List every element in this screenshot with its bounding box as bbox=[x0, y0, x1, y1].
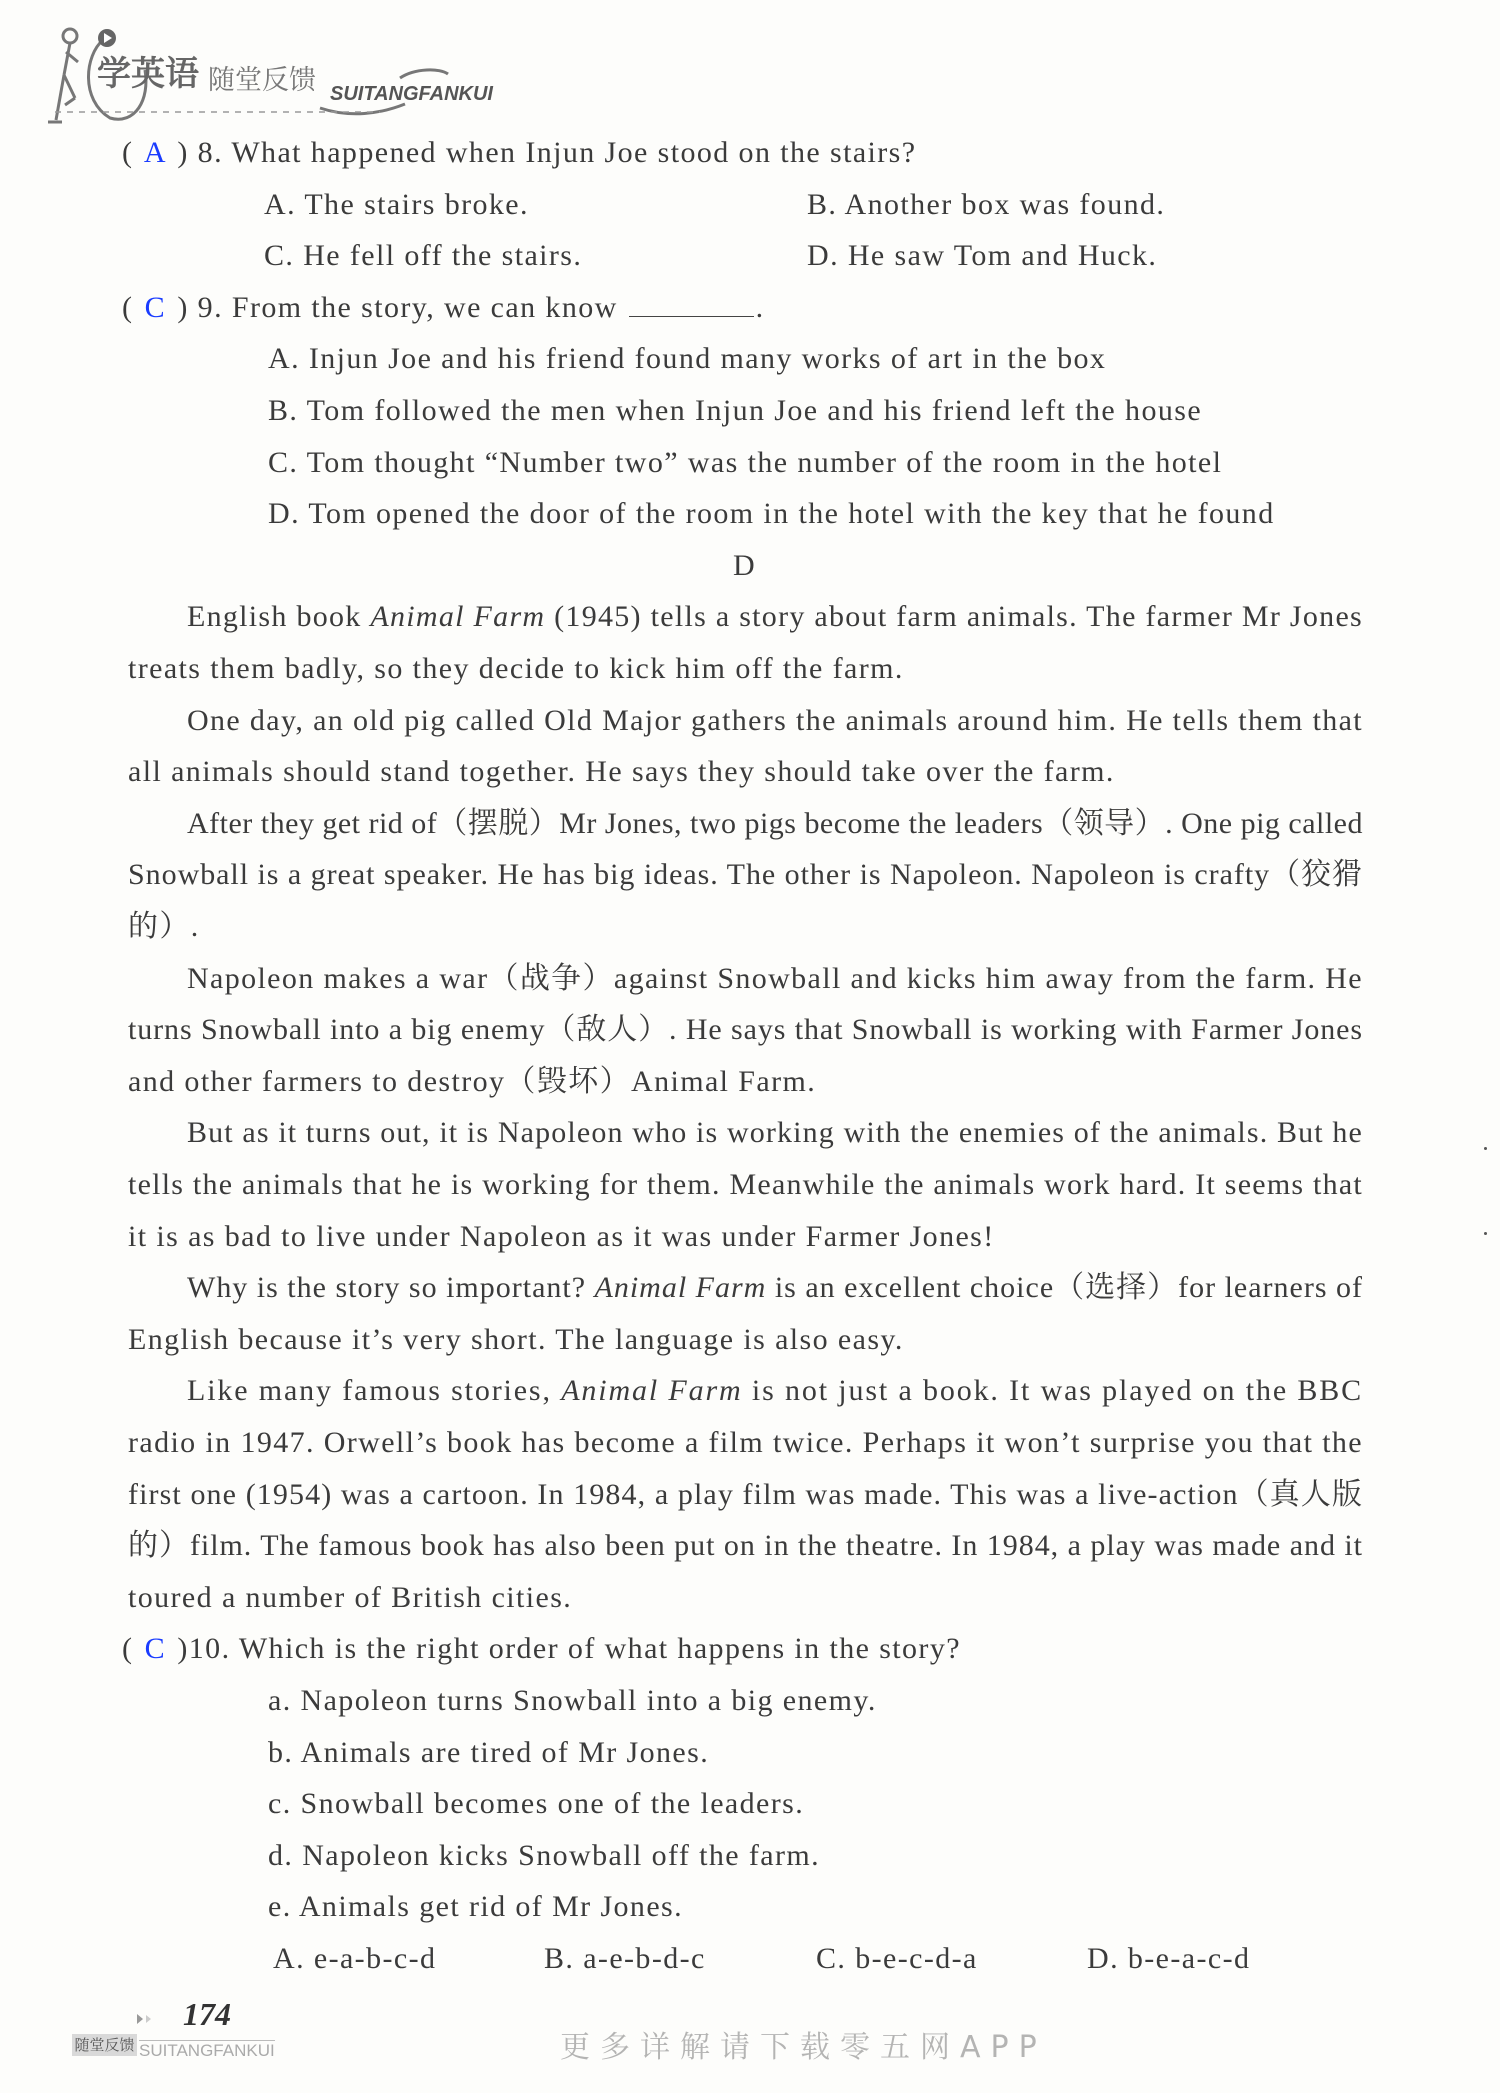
option: B. Tom followed the men when Injun Joe and his friend left the house bbox=[268, 394, 1203, 427]
option: e. Animals get rid of Mr Jones. bbox=[268, 1890, 684, 1924]
option: b. Animals are tired of Mr Jones. bbox=[268, 1735, 710, 1769]
passage-line: radio in 1947. Orwell’s book has become a film twice. Perhaps it won’t surprise you that the bbox=[128, 1426, 1363, 1459]
passage-line: Like many famous stories, Animal Farm is not just a book. It was played on the BBC bbox=[187, 1374, 1363, 1408]
option: A. The stairs broke. bbox=[264, 187, 529, 221]
passage-line: turns Snowball into a big enemy（敌人）. He says that Snowball is working with Farmer Jones bbox=[128, 1013, 1363, 1047]
book-title: Animal Farm bbox=[594, 1271, 767, 1305]
passage-line: tells the animals that he is working for them. Meanwhile the animals work hard. It seems that bbox=[128, 1168, 1363, 1201]
answer-paren-close: ) bbox=[177, 1632, 189, 1666]
answer-paren-open: ( bbox=[122, 290, 134, 324]
option: B. a-e-b-d-c bbox=[544, 1942, 706, 1975]
passage-line: Snowball is a great speaker. He has big ideas. The other is Napoleon. Napoleon is crafty（狡猾 bbox=[128, 858, 1363, 892]
option: A. e-a-b-c-d bbox=[273, 1942, 437, 1975]
page-number: 174 bbox=[183, 1996, 231, 2032]
answer-paren-open: ( bbox=[122, 1632, 134, 1666]
option: d. Napoleon kicks Snowball off the farm. bbox=[268, 1838, 821, 1872]
passage-line: One day, an old pig called Old Major gathers the animals around him. He tells them that bbox=[187, 703, 1364, 737]
question-number: 9. bbox=[188, 290, 232, 324]
option: D. He saw Tom and Huck. bbox=[807, 239, 1158, 273]
passage-line: 的）. bbox=[128, 910, 200, 943]
question bbox=[122, 290, 765, 326]
passage-line: all animals should stand together. He says they should take over the farm. bbox=[128, 755, 1115, 789]
question-text: What happened when Injun Joe stood on the stairs? bbox=[231, 136, 917, 169]
option: c. Snowball becomes one of the leaders. bbox=[268, 1787, 805, 1821]
option: C. He fell off the stairs. bbox=[264, 239, 583, 273]
option: D. Tom opened the door of the room in the hotel with the key that he found bbox=[268, 497, 1275, 531]
passage-line: English because it’s very short. The language is also easy. bbox=[128, 1322, 904, 1356]
question-text: From the story, we can know bbox=[231, 290, 618, 324]
margin-mark bbox=[1484, 1232, 1487, 1235]
passage-line: it is as bad to live under Napoleon as it was under Farmer Jones! bbox=[128, 1219, 995, 1253]
option: a. Napoleon turns Snowball into a big enemy. bbox=[268, 1684, 877, 1717]
answer-paren-open: ( bbox=[122, 136, 134, 169]
answer-choice[interactable]: A bbox=[143, 136, 167, 169]
watermark: 更多详解请下载零五网APP bbox=[560, 2030, 1047, 2065]
passage-line: After they get rid of（摆脱）Mr Jones, two pigs become the leaders（领导）. One pig called bbox=[187, 806, 1363, 840]
question bbox=[122, 135, 916, 171]
passage-line: English book Animal Farm (1945) tells a story about farm animals. The farmer Mr Jones bbox=[187, 600, 1363, 634]
option: D. b-e-a-c-d bbox=[1087, 1942, 1251, 1975]
question-number: 8. bbox=[188, 136, 232, 169]
passage-line: toured a number of British cities. bbox=[128, 1580, 573, 1614]
logo-title: 学英语 bbox=[97, 54, 199, 94]
margin-mark bbox=[1484, 1147, 1487, 1150]
question bbox=[122, 1631, 961, 1667]
answer-paren-close: ) bbox=[177, 136, 189, 169]
section-heading: D bbox=[733, 548, 757, 582]
option: B. Another box was found. bbox=[807, 187, 1166, 221]
answer-blank[interactable] bbox=[629, 292, 754, 317]
answer-choice[interactable]: C bbox=[144, 290, 167, 324]
passage-line: 的）film. The famous book has also been put on in the theatre. In 1984, a play was made and it bbox=[128, 1529, 1363, 1563]
option: A. Injun Joe and his friend found many works of art in the box bbox=[268, 342, 1107, 376]
logo-subtitle: 随堂反馈 bbox=[208, 65, 316, 96]
answer-paren-close: ) bbox=[177, 290, 189, 324]
answer-choice[interactable]: C bbox=[144, 1632, 167, 1666]
passage-line: Why is the story so important? Animal Farm is an excellent choice（选择）for learners of bbox=[187, 1271, 1363, 1305]
passage-line: first one (1954) was a cartoon. In 1984, a play film was made. This was a live-action（真人版 bbox=[128, 1477, 1363, 1511]
question-text-end: . bbox=[755, 290, 765, 324]
book-title: Animal Farm bbox=[370, 600, 546, 634]
arrow-marks-icon bbox=[137, 2014, 157, 2026]
passage-line: But as it turns out, it is Napoleon who is working with the enemies of the animals. But he bbox=[187, 1116, 1363, 1150]
logo-pinyin: SUITANGFANKUI bbox=[330, 83, 493, 105]
book-title: Animal Farm bbox=[561, 1374, 743, 1408]
option: C. Tom thought “Number two” was the number of the room in the hotel bbox=[268, 445, 1223, 479]
passage-line: Napoleon makes a war（战争）against Snowball and kicks him away from the farm. He bbox=[187, 961, 1363, 995]
question-text: Which is the right order of what happens in the story? bbox=[238, 1632, 961, 1666]
question-number: 10. bbox=[188, 1632, 239, 1666]
footer-label-en: SUITANGFANKUI bbox=[139, 2041, 275, 2060]
passage-line: treats them badly, so they decide to kick him off the farm. bbox=[128, 652, 904, 685]
option: C. b-e-c-d-a bbox=[816, 1942, 978, 1975]
footer-label-cn: 随堂反馈 bbox=[72, 2034, 137, 2056]
passage-line: and other farmers to destroy（毁坏）Animal Farm. bbox=[128, 1064, 817, 1098]
